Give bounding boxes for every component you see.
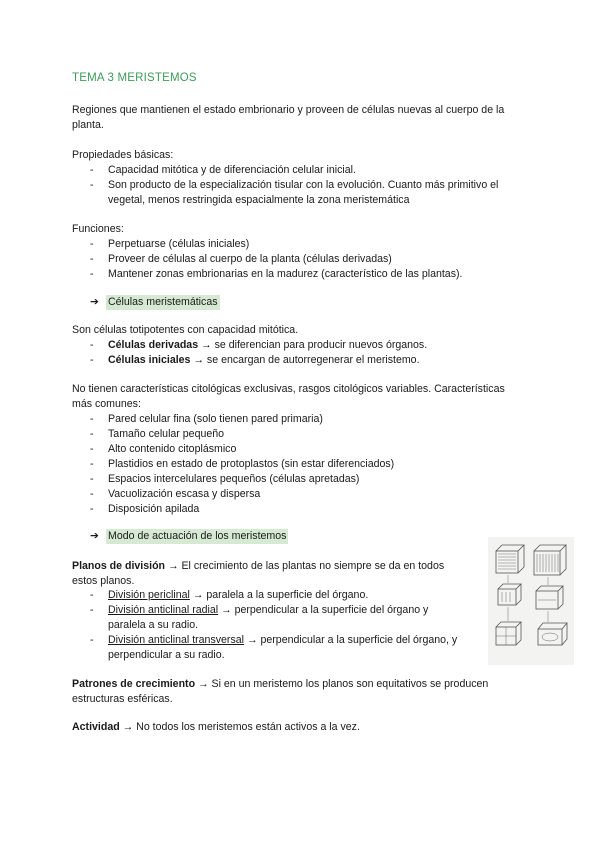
cube-bottom-right: [538, 623, 567, 645]
term-radial: División anticlinal radial: [108, 604, 219, 616]
planes-line-1: Planos de división → El crecimiento de las plantas no siempre se da en todos: [72, 560, 445, 572]
bullet-dash: -: [90, 589, 94, 601]
cube-small-right: [536, 586, 563, 609]
term-planos: Planos de división: [72, 560, 166, 572]
bullet-dash: -: [90, 634, 94, 646]
document-page: TEMA 3 MERISTEMOS Regiones que mantienen el estado embrionario y proveen de células nuevas al cuerpo de la planta. Propiedades básicas: - Capacidad mitótica y de diferenciación celular inicial. - Son producto de la especialización tisular con la evolución. Cuanto más primitivo el vegetal, menos restringida espacialmente la zona meristemática Funciones: - Perpetuarse (células iniciales) - Proveer de células al cuerpo de la planta (células derivadas) - Mantener zonas embrionarias en la madurez (característico de las plantas). ➔ Células meristemáticas Son células totipotentes con capacidad mitótica. - Células derivadas → se diferencian para producir nuevos órganos. - Células iniciales → se encargan de autorregenerar el meristemo. No tienen características citológicas exclusivas, rasgos citológicos variables. Características más comunes: - Pared celular fina (solo tienen pared primaria) - Tamaño celular pequeño - Alto contenido citoplásmico - Plastidios en estado de protoplastos (sin estar diferenciados) - Espacios intercelulares pequeños (células apretadas) - Vacuolización escasa y dispersa - Disposición apilada ➔ Modo de actuación de los meristemos Planos de división → El crecimiento de las plantas no siempre se da en todos estos planos. - División periclinal → paralela a la superficie del órgano. - División anticlinal radial → perpendicular a la superficie del órgano y paralela a su radio. - División anticlinal transversal → perpendicular a la superficie del órgano, y perpendicular a su radio. Patrones de crecimiento → Si en un meristemo los planos son equitativos se producen estructuras esféricas. Actividad → No todos los meristemos están activos a la vez.: [0, 0, 600, 848]
cube-periclinal: [496, 545, 524, 573]
bullet-dash: -: [90, 488, 94, 500]
division-planes-figure: [488, 537, 574, 665]
properties-heading: Propiedades básicas:: [72, 149, 174, 161]
bullet-dash: -: [90, 238, 94, 250]
planes-line-2: estos planos.: [72, 575, 135, 587]
bullet-dash: -: [90, 339, 94, 351]
functions-heading: Funciones:: [72, 223, 124, 235]
bullet-dash: -: [90, 604, 94, 616]
term-patrones: Patrones de crecimiento: [72, 678, 196, 690]
section-label: Modo de actuación de los meristemos: [108, 530, 287, 542]
cells-intro: Son células totipotentes con capacidad mitótica.: [72, 324, 299, 336]
growth-line-2: estructuras esféricas.: [72, 693, 173, 705]
term-actividad: Actividad: [72, 721, 120, 733]
page-title: TEMA 3 MERISTEMOS: [72, 72, 197, 84]
bullet-dash: -: [90, 443, 94, 455]
bullet-dash: -: [90, 164, 94, 176]
bullet-dash: -: [90, 473, 94, 485]
features-intro-1: No tienen características citológicas exclusivas, rasgos citológicos variables. Características: [72, 383, 505, 395]
bullet-dash: -: [90, 503, 94, 515]
term-transversal: División anticlinal transversal: [108, 634, 245, 646]
intro-line-1: Regiones que mantienen el estado embrionario y proveen de células nuevas al cuerpo de la: [72, 104, 505, 116]
growth-line-1: Patrones de crecimiento → Si en un meristemo los planos son equitativos se producen: [72, 678, 489, 690]
arrow-right-icon: ➔: [90, 296, 99, 308]
term-derivadas: Células derivadas: [108, 339, 199, 351]
cube-small-left: [498, 584, 521, 605]
section-label: Células meristemáticas: [108, 296, 218, 308]
intro-line-2: planta.: [72, 119, 104, 131]
cube-anticlinal-radial: [534, 545, 566, 575]
bullet-dash: -: [90, 428, 94, 440]
bullet-dash: -: [90, 179, 94, 191]
activity-line: Actividad → No todos los meristemos están activos a la vez.: [72, 721, 360, 733]
bullet-dash: -: [90, 458, 94, 470]
bullet-dash: -: [90, 354, 94, 366]
bullet-dash: -: [90, 268, 94, 280]
cube-bottom-left: [496, 622, 521, 645]
bullet-dash: -: [90, 413, 94, 425]
features-intro-2: más comunes:: [72, 398, 141, 410]
term-iniciales: Células iniciales: [108, 354, 191, 366]
term-periclinal: División periclinal: [108, 589, 190, 601]
bullet-dash: -: [90, 253, 94, 265]
division-planes-diagram: [488, 537, 574, 665]
arrow-right-icon: ➔: [90, 530, 99, 542]
